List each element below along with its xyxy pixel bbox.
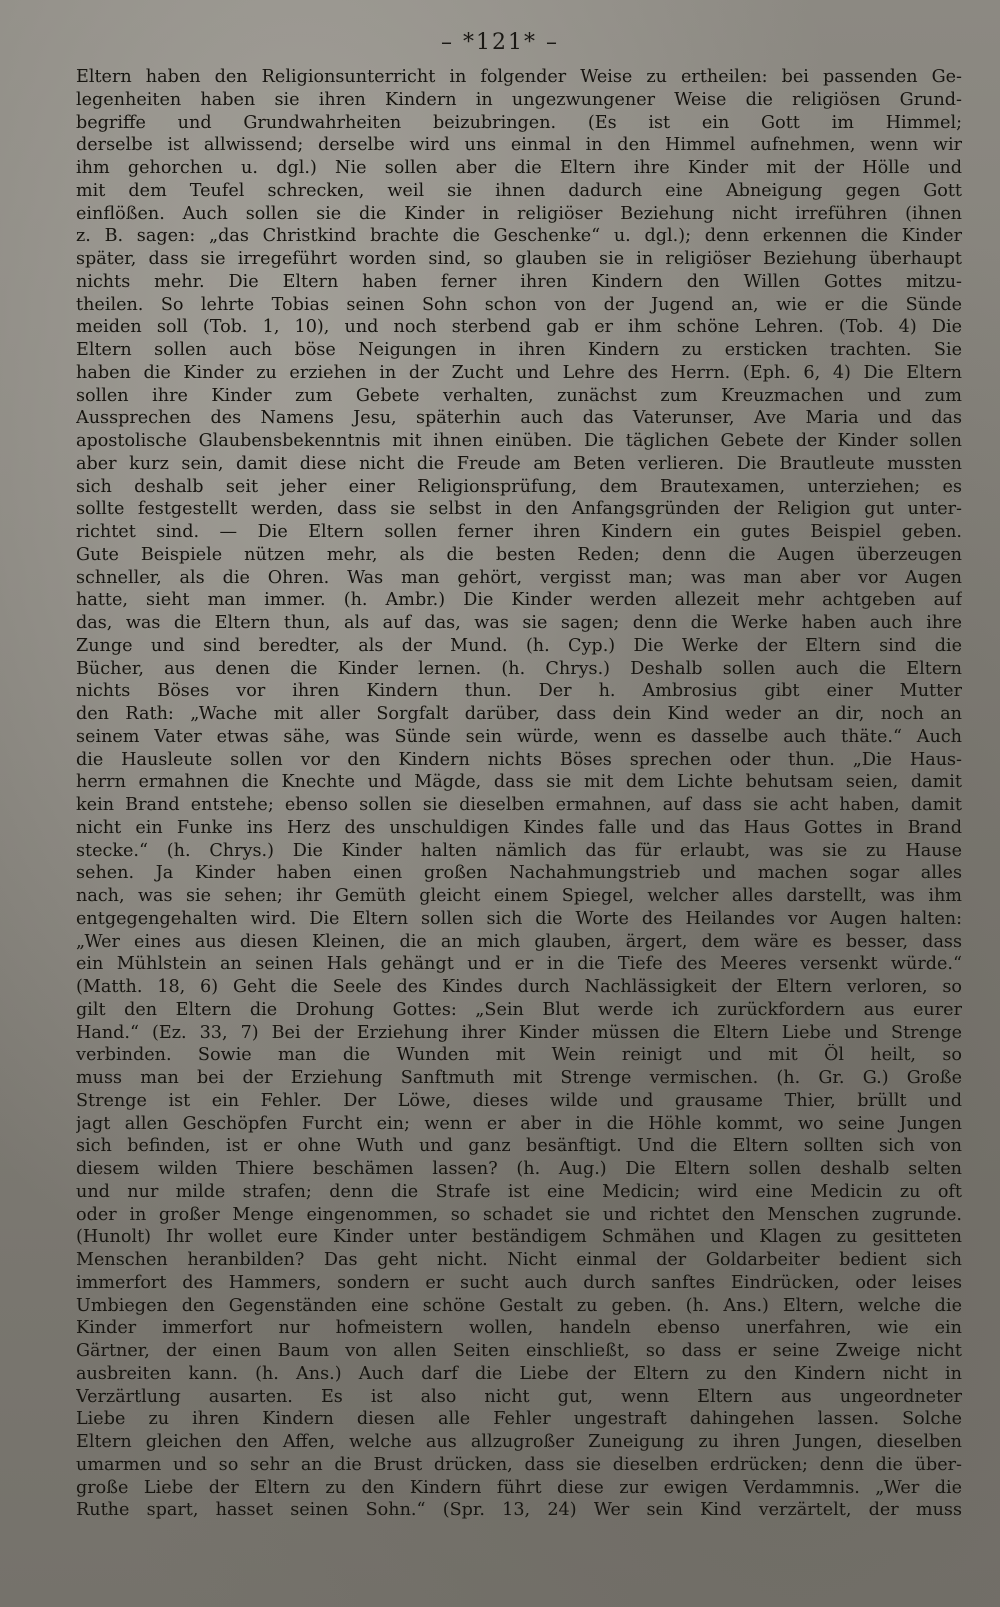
text-line: Umbiegen den Gegenständen eine schöne Gestalt zu geben. (h. Ans.) Eltern, welche die (76, 1295, 962, 1316)
text-line: haben die Kinder zu erziehen in der Zucht und Lehre des Herrn. (Eph. 6, 4) Die Eltern (76, 362, 962, 383)
text-line: Eltern sollen auch böse Neigungen in ihren Kindern zu ersticken trachten. Sie (76, 340, 962, 360)
page-number-header: – *121* – (441, 30, 559, 55)
text-line: Eltern haben den Religionsunterricht in folgender Weise zu ertheilen: bei passenden Ge- (76, 67, 962, 87)
text-line: einflößen. Auch sollen sie die Kinder in religiöser Beziehung nicht irreführen (ihnen (76, 203, 962, 224)
text-line: apostolische Glaubensbekenntnis mit ihnen einüben. Die täglichen Gebete der Kinder sollen (76, 431, 962, 451)
text-line: theilen. So lehrte Tobias seinen Sohn schon von der Jugend an, wie er die Sünde (76, 294, 962, 315)
text-line: ihm gehorchen u. dgl.) Nie sollen aber die Eltern ihre Kinder mit der Hölle und (76, 158, 962, 178)
text-line: nach, was sie sehen; ihr Gemüth gleicht einem Spiegel, welcher alles darstellt, was ihm (76, 886, 962, 906)
text-line: gilt den Eltern die Drohung Gottes: „Sein Blut werde ich zurückfordern aus eurer (76, 999, 962, 1020)
text-line: immerfort des Hammers, sondern er sucht auch durch sanftes Eindrücken, oder leises (76, 1272, 962, 1293)
text-line: Hand.“ (Ez. 33, 7) Bei der Erziehung ihrer Kinder müssen die Eltern Liebe und Strenge (76, 1022, 962, 1043)
text-line: große Liebe der Eltern zu den Kindern führt diese zur ewigen Verdammnis. „Wer die (76, 1477, 962, 1498)
text-line: schneller, als die Ohren. Was man gehört, vergisst man; was man aber vor Augen (76, 567, 962, 588)
text-line: Aussprechen des Namens Jesu, späterhin auch das Vaterunser, Ave Maria und das (76, 408, 962, 429)
text-line: Menschen heranbilden? Das geht nicht. Nicht einmal der Goldarbeiter bedient sich (76, 1250, 962, 1270)
text-line: Gute Beispiele nützen mehr, als die besten Reden; denn die Augen überzeugen (76, 544, 962, 565)
text-line: (Hunolt) Ihr wollet eure Kinder unter beständigem Schmähen und Klagen zu gesitteten (76, 1227, 962, 1248)
text-line: seinem Vater etwas sähe, was Sünde sein würde, wenn es dasselbe auch thäte.“ Auch (76, 726, 962, 747)
text-line: sich befinden, ist er ohne Wuth und ganz besänftigt. Und die Eltern sollten sich von (76, 1136, 962, 1157)
text-line: legenheiten haben sie ihren Kindern in ungezwungener Weise die religiösen Grund- (76, 89, 962, 110)
text-line: nichts Böses vor ihren Kindern thun. Der h. Ambrosius gibt einer Mutter (76, 681, 962, 702)
text-line: verbinden. Sowie man die Wunden mit Wein reinigt und mit Öl heilt, so (76, 1045, 962, 1066)
text-line: oder in großer Menge eingenommen, so schadet sie und richtet den Menschen zugrunde. (76, 1204, 962, 1225)
text-line: kein Brand entstehe; ebenso sollen sie dieselben ermahnen, auf dass sie acht haben, damit (76, 795, 962, 815)
text-line: sehen. Ja Kinder haben einen großen Nachahmungstrieb und machen sogar alles (76, 863, 962, 884)
text-line: das, was die Eltern thun, als auf das, was sie sagen; denn die Werke haben auch ihre (76, 613, 962, 633)
text-line: die Hausleute sollen vor den Kindern nichts Böses sprechen oder thun. „Die Haus- (76, 749, 962, 770)
text-line: aber kurz sein, damit diese nicht die Freude am Beten verlieren. Die Brautleute mussten (76, 453, 962, 474)
text-line: Ruthe spart, hasset seinen Sohn.“ (Spr. 13, 24) Wer sein Kind verzärtelt, der muss (76, 1500, 962, 1521)
text-line: derselbe ist allwissend; derselbe wird uns einmal in den Himmel aufnehmen, wenn wir (76, 135, 962, 156)
text-line: entgegengehalten wird. Die Eltern sollen sich die Worte des Heilandes vor Augen halten: (76, 908, 962, 929)
text-line: Gärtner, der einen Baum von allen Seiten einschließt, so dass er seine Zweige nicht (76, 1341, 962, 1361)
text-line: richtet sind. — Die Eltern sollen ferner ihren Kindern ein gutes Beispiel geben. (76, 522, 962, 542)
text-line: Zunge und sind beredter, als der Mund. (h. Cyp.) Die Werke der Eltern sind die (76, 635, 962, 656)
text-line: Bücher, aus denen die Kinder lernen. (h. Chrys.) Deshalb sollen auch die Eltern (76, 658, 962, 679)
text-line: z. B. sagen: „das Christkind brachte die Geschenke“ u. dgl.); denn erkennen die Kinder (76, 226, 962, 247)
text-line: muss man bei der Erziehung Sanftmuth mit Strenge vermischen. (h. Gr. G.) Große (76, 1068, 962, 1088)
text-line: meiden soll (Tob. 1, 10), und noch sterbend gab er ihm schöne Lehren. (Tob. 4) Die (76, 317, 962, 338)
text-line: hatte, sieht man immer. (h. Ambr.) Die Kinder werden allezeit mehr achtgeben auf (76, 590, 962, 611)
text-line: Liebe zu ihren Kindern diesen alle Fehler ungestraft dahingehen lassen. Solche (76, 1409, 962, 1430)
text-line: jagt allen Geschöpfen Furcht ein; wenn er aber in die Höhle kommt, wo seine Jungen (76, 1113, 962, 1134)
text-line: ein Mühlstein an seinen Hals gehängt und er in die Tiefe des Meeres versenkt würde.“ (76, 954, 962, 975)
text-line: herrn ermahnen die Knechte und Mägde, dass sie mit dem Lichte behutsam seien, damit (76, 772, 962, 793)
text-line: stecke.“ (h. Chrys.) Die Kinder halten nämlich das für erlaubt, was sie zu Hause (76, 840, 962, 861)
text-line: nichts mehr. Die Eltern haben ferner ihren Kindern den Willen Gottes mitzu- (76, 271, 962, 292)
text-line: Kinder immerfort nur hofmeistern wollen, handeln ebenso unerfahren, wie ein (76, 1318, 962, 1339)
text-line: den Rath: „Wache mit aller Sorgfalt darüber, dass dein Kind weder an dir, noch an (76, 704, 962, 724)
text-line: und nur milde strafen; denn die Strafe ist eine Medicin; wird eine Medicin zu oft (76, 1181, 962, 1202)
text-line: nicht ein Funke ins Herz des unschuldigen Kindes falle und das Haus Gottes in Brand (76, 817, 962, 838)
text-line: (Matth. 18, 6) Geht die Seele des Kindes durch Nachlässigkeit der Eltern verloren, so (76, 977, 962, 997)
text-line: umarmen und so sehr an die Brust drücken, dass sie dieselben erdrücken; denn die über- (76, 1454, 962, 1475)
text-line: Strenge ist ein Fehler. Der Löwe, dieses wilde und grausame Thier, brüllt und (76, 1090, 962, 1111)
text-line: später, dass sie irregeführt worden sind, so glauben sie in religiöser Beziehung überhaupt (76, 249, 962, 269)
text-line: sollte festgestellt werden, dass sie selbst in den Anfangsgründen der Religion gut unter- (76, 499, 962, 520)
text-line: ausbreiten kann. (h. Ans.) Auch darf die Liebe der Eltern zu den Kindern nicht in (76, 1363, 962, 1384)
text-line: Verzärtlung ausarten. Es ist also nicht gut, wenn Eltern aus ungeordneter (76, 1386, 962, 1407)
text-line: sollen ihre Kinder zum Gebete verhalten, zunächst zum Kreuzmachen und zum (76, 385, 962, 406)
text-line: sich deshalb seit jeher einer Religionsprüfung, dem Brautexamen, unterziehen; es (76, 476, 962, 497)
text-line: Eltern gleichen den Affen, welche aus allzugroßer Zuneigung zu ihren Jungen, dieselben (76, 1432, 962, 1452)
page-body-text (76, 66, 962, 1522)
text-line: diesem wilden Thiere beschämen lassen? (h. Aug.) Die Eltern sollen deshalb selten (76, 1159, 962, 1179)
text-line: mit dem Teufel schrecken, weil sie ihnen dadurch eine Abneigung gegen Gott (76, 180, 962, 201)
text-line: begriffe und Grundwahrheiten beizubringen. (Es ist ein Gott im Himmel; (76, 112, 962, 133)
text-line: „Wer eines aus diesen Kleinen, die an mich glauben, ärgert, dem wäre es besser, dass (76, 931, 962, 952)
